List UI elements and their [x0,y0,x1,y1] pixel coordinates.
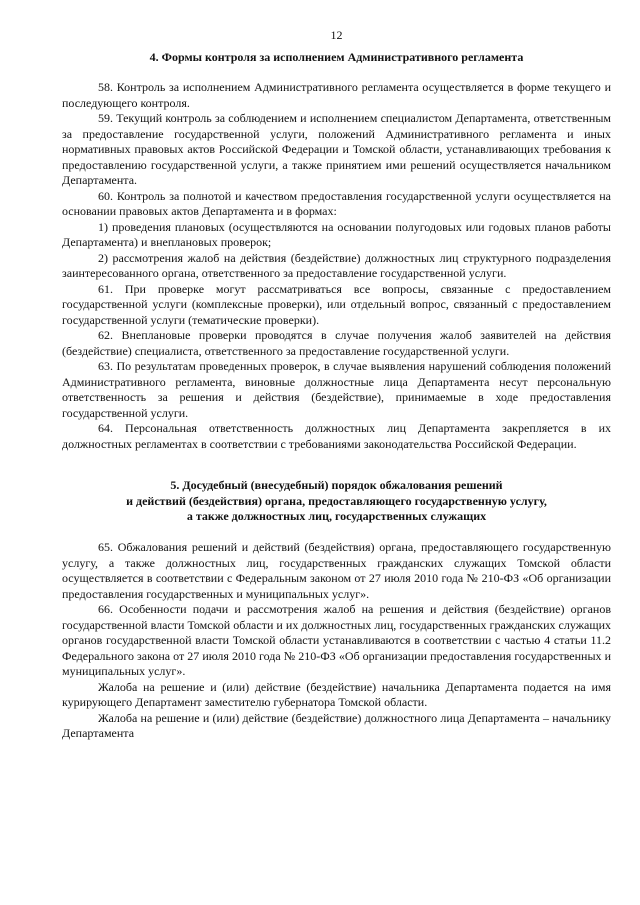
page-number: 12 [330,28,343,42]
section-4-heading: 4. Формы контроля за исполнением Административного регламента [149,50,524,64]
section-4-body [62,80,611,452]
paragraph-60-item-2: 2) рассмотрения жалоб на действия (бездействие) должностных лиц структурного подразделения заинтересованного органа, ответственного за предоставление государственной услуги. [62,250,611,280]
section-5-heading-line-2: и действий (бездействия) органа, предоставляющего государственную услугу, [126,493,547,508]
paragraph-65: 65. Обжалования решений и действий (бездействия) органа, предоставляющего государственную услугу, а также должностных лиц, государственных гражданских служащих Томской области осуществляется в соответствии с Федеральным законом от 27 июля 2010 года № 210-ФЗ «Об организации предоставления государственных и муниципальных услуг». [62,540,611,601]
paragraph-60: 60. Контроль за полнотой и качеством предоставления государственной услуги осуществляется на основании правовых актов Департамента и в формах: [62,188,611,218]
paragraph-59: 59. Текущий контроль за соблюдением и исполнением специалистом Департамента, ответственным за предоставление государственной услуги, положений Административного регламента и иных нормативных правовых актов Российской Федерации и Томской области, устанавливающих требования к предоставлению государственной услуги, а также принятием ими решений осуществляется начальником Департамента. [62,111,611,187]
paragraph-58: 58. Контроль за исполнением Административного регламента осуществляется в форме текущего и последующего контроля. [62,80,611,110]
paragraph-60-item-1: 1) проведения плановых (осуществляются на основании полугодовых или годовых планов работы Департамента) и внеплановых проверок; [62,219,611,249]
paragraph-61: 61. При проверке могут рассматриваться все вопросы, связанные с предоставлением государственной услуги (комплексные проверки), или отдельный вопрос, связанный с предоставлением государственной услуги (тематические проверки). [62,281,611,327]
paragraph-66: 66. Особенности подачи и рассмотрения жалоб на решения и действия (бездействие) органов государственной власти Томской области и их должностных лиц, государственных гражданских служащих органов государственной власти Томской области устанавливаются в соответствии с частью 4 статьи 11.2 Федерального закона от 27 июля 2010 года № 210-ФЗ «Об организации предоставления государственных и муниципальных услуг». [62,602,611,678]
paragraph-62: 62. Внеплановые проверки проводятся в случае получения жалоб заявителей на действия (бездействие) специалиста, ответственного за предоставление государственной услуги. [62,328,611,358]
section-5-heading-line-1: 5. Досудебный (внесудебный) порядок обжалования решений [170,478,503,492]
section-5-heading [62,478,611,525]
paragraph-64: 64. Персональная ответственность должностных лиц Департамента закрепляется в их должностных регламентах в соответствии с требованиями законодательства Российской Федерации. [62,421,611,451]
paragraph-63: 63. По результатам проведенных проверок, в случае выявления нарушений соблюдения положений Административного регламента, виновные должностные лица Департамента несут персональную ответственность за решения и действия (бездействие), принимаемые в ходе предоставления государственной услуги. [62,359,611,420]
section-5-body [62,540,611,742]
paragraph-complaint-head: Жалоба на решение и (или) действие (бездействие) начальника Департамента подается на имя курирующего Департамент заместителю губернатора Томской области. [62,679,611,709]
paragraph-complaint-official: Жалоба на решение и (или) действие (бездействие) должностного лица Департамента – начальнику Департамента [62,710,611,740]
section-5-heading-line-3: а также должностных лиц, государственных служащих [186,509,487,523]
